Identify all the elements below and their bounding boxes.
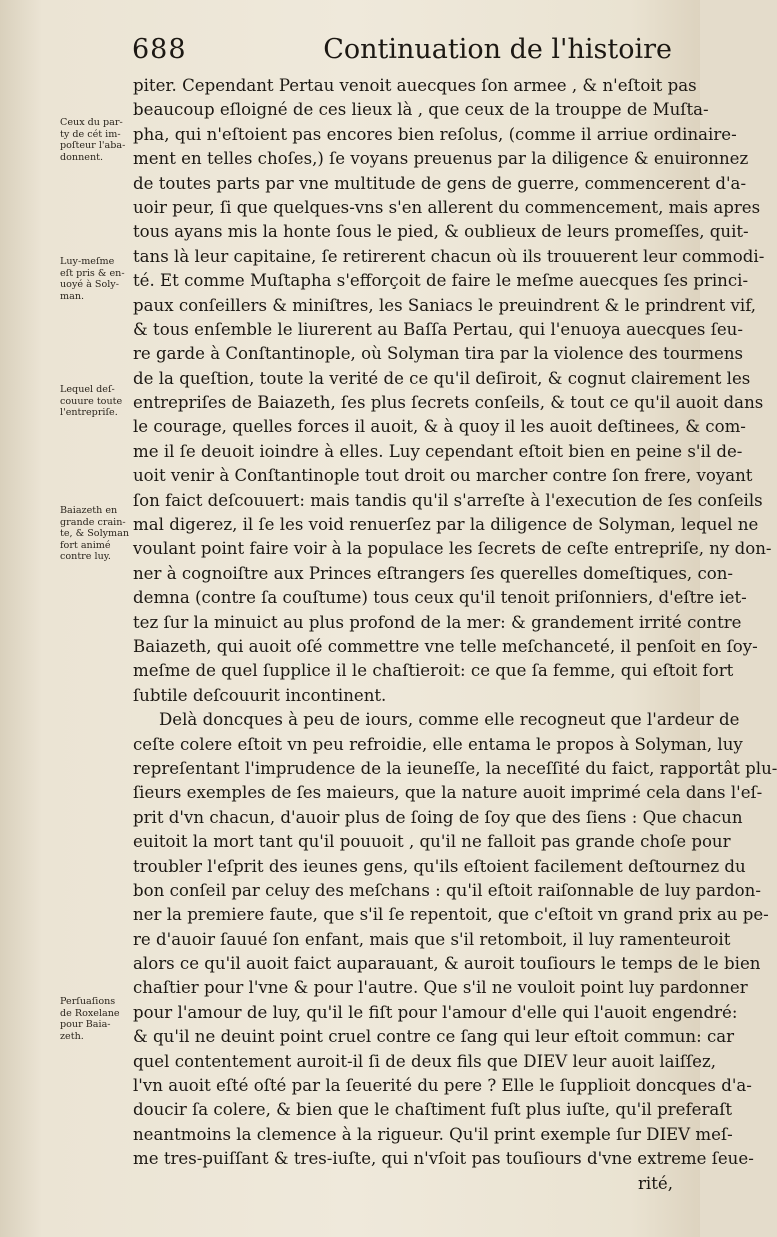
text-line: & qu'il ne deuint point cruel contre ce ſang qui leur eſtoit commun: car — [133, 1027, 735, 1047]
text-line: uoir peur, ſi que quelques-vns s'en allerent du commencement, mais apres — [133, 197, 761, 217]
page-number: 688 — [132, 34, 187, 65]
text-line: entrepriſes de Baiazeth, ſes plus ſecrets conſeils, & tout ce qu'il auoit dans — [133, 393, 764, 413]
text-line: paux conſeillers & miniſtres, les Saniacs le preuindrent & le prindrent vif, — [133, 295, 757, 315]
text-line: meſme de quel ſupplice il le chaſtieroit: ce que ſa femme, qui eſtoit fort — [133, 661, 734, 681]
margin-note: Perſuaſions de Roxelane pour Baia-zeth. — [60, 996, 120, 1042]
text-line: ſieurs exemples de ſes maieurs, que la nature auoit imprimé cela dans l'eſ- — [133, 783, 763, 803]
text-line: & tous enſemble le liurerent au Baſſa Pertau, qui l'enuoya auecques ſeu- — [133, 319, 743, 339]
text-line: Delà doncques à peu de iours, comme elle recogneut que l'ardeur de — [159, 710, 740, 730]
text-line: troubler l'eſprit des ieunes gens, qu'ils eſtoient facilement deſtournez du — [133, 856, 746, 876]
margin-note: Ceux du par-ty de cét im-poſteur l'aba-donnent. — [60, 117, 126, 163]
text-line: tans là leur capitaine, ſe retirerent chacun où ils trouuerent leur commodi- — [133, 246, 765, 266]
margin-note: Lequel deſ-couure toute l'entrepriſe. — [60, 384, 123, 418]
text-line: demna (contre ſa couſtume) tous ceux qu'il tenoit priſonniers, d'eſtre iet- — [133, 588, 747, 608]
text-line: ceſte colere eſtoit vn peu refroidie, elle entama le propos à Solyman, luy — [133, 734, 743, 754]
text-line: ment en telles choſes,) ſe voyans preuenus par la diligence & enuironnez — [133, 149, 749, 169]
margin-note: Baiazeth en grande crain-te, & Solyman fort animé contre luy. — [60, 505, 130, 562]
text-line: me tres-puiſſant & tres-iuſte, qui n'vſoit pas touſiours d'vne extreme ſeue- — [133, 1149, 754, 1169]
text-line: mal digerez, il ſe les void renuerſez par la diligence de Solyman, lequel ne — [133, 515, 759, 535]
text-line: bon conſeil par celuy des meſchans : qu'il eſtoit raiſonnable de luy pardon- — [133, 880, 761, 900]
text-line: Baiazeth, qui auoit oſé commettre vne telle meſchanceté, il penſoit en ſoy- — [133, 636, 758, 656]
text-line: ſon faict deſcouuert: mais tandis qu'il s'arreſte à l'execution de ſes conſeils — [133, 490, 763, 510]
text-line: ſubtile deſcouurit incontinent. — [133, 685, 387, 705]
body-text — [133, 74, 777, 1196]
text-line: uoit venir à Conſtantinople tout droit ou marcher contre ſon frere, voyant — [133, 466, 753, 486]
text-line: doucir ſa colere, & bien que le chaſtiment fuſt plus iuſte, qu'il preferaſt — [133, 1100, 733, 1120]
text-line: piter. Cependant Pertau venoit auecques ſon armee , & n'eſtoit pas — [133, 76, 697, 95]
text-line: me il ſe deuoit ioindre à elles. Luy cependant eſtoit bien en peine s'il de- — [133, 441, 743, 461]
text-line: prit d'vn chacun, d'auoir plus de ſoing de ſoy que des ſiens : Que chacun — [133, 807, 743, 827]
text-line: rité, — [637, 1173, 673, 1193]
text-line: le courage, quelles forces il auoit, & à quoy il les auoit deſtinees, & com- — [133, 417, 746, 437]
text-line: tez ſur la minuict au plus profond de la mer: & grandement irrité contre — [133, 612, 742, 632]
text-line: de toutes parts par vne multitude de gens de guerre, commencerent d'a- — [133, 173, 747, 193]
running-title: Continuation de l'histoire — [323, 34, 672, 65]
text-line: pour l'amour de luy, qu'il le fiſt pour l'amour d'elle qui l'auoit engendré: — [133, 1002, 738, 1022]
text-line: re d'auoir ſauué ſon enfant, mais que s'il retomboit, il luy ramenteuroit — [133, 929, 731, 949]
text-line: beaucoup eſloigné de ces lieux là , que ceux de la trouppe de Muſta- — [133, 100, 709, 120]
text-line: chaſtier pour l'vne & pour l'autre. Que s'il ne vouloit point luy pardonner — [133, 978, 748, 998]
page-header — [132, 34, 672, 74]
text-line: de la queſtion, toute la verité de ce qu'il deſiroit, & cognut clairement les — [133, 368, 751, 388]
text-line: ner la premiere faute, que s'il ſe repentoit, que c'eſtoit vn grand prix au pe- — [133, 905, 769, 925]
text-line: voulant point faire voir à la populace les ſecrets de ceſte entrepriſe, ny don- — [133, 539, 772, 559]
text-line: pha, qui n'eſtoient pas encores bien reſolus, (comme il arriue ordinaire- — [133, 124, 737, 144]
text-line: tous ayans mis la honte ſous le pied, & oublieux de leurs promeſſes, quit- — [133, 222, 749, 242]
text-line: repreſentant l'imprudence de la ieuneſſe, la neceſſité du faict, rapportât plu- — [133, 758, 777, 778]
text-line: té. Et comme Muſtapha s'efforçoit de faire le meſme auecques ſes princi- — [133, 271, 749, 291]
text-line: re garde à Conſtantinople, où Solyman tira par la violence des tourmens — [133, 344, 744, 364]
text-line: neantmoins la clemence à la rigueur. Qu'il print exemple ſur DIEV meſ- — [133, 1124, 733, 1144]
text-line: quel contentement auroit-il ſi de deux fils que DIEV leur auoit laiſſez, — [133, 1051, 716, 1071]
text-line: ner à cognoiſtre aux Princes eſtrangers ſes querelles domeſtiques, con- — [133, 563, 734, 583]
text-line: l'vn auoit eſté oſté par la ſeuerité du pere ? Elle le ſupplioit doncques d'a- — [133, 1076, 752, 1096]
margin-note: Luy-meſme eſt pris & en-uoyé à Soly-man. — [60, 256, 125, 302]
text-line: alors ce qu'il auoit faict auparauant, & auroit touſiours le temps de le bien — [133, 954, 761, 974]
text-line: euitoit la mort tant qu'il pouuoit , qu'il ne falloit pas grande choſe pour — [133, 832, 731, 852]
